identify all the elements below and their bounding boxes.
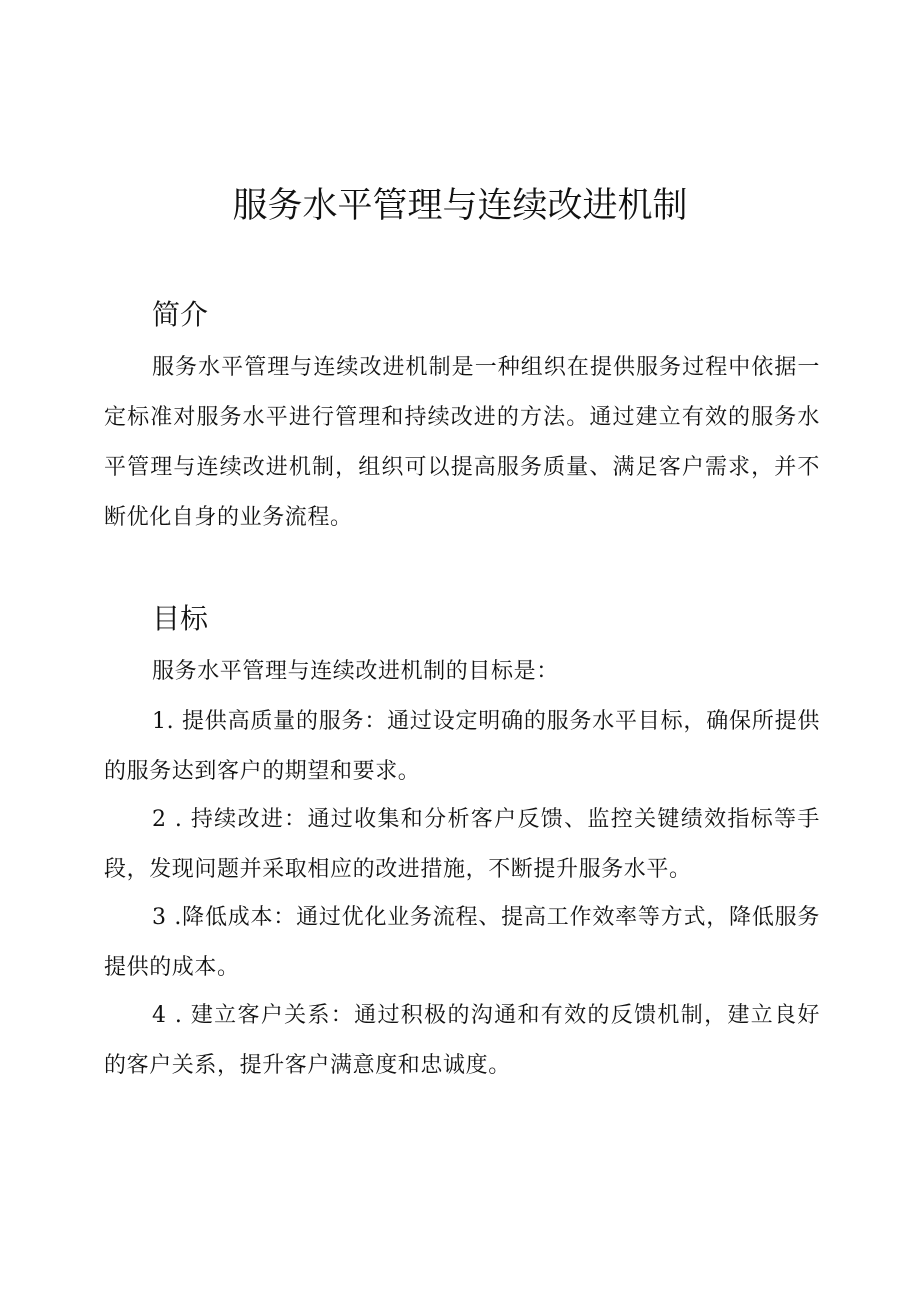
section-heading-intro: 简介 xyxy=(152,298,209,331)
intro-paragraph: 服务水平管理与连续改进机制是一种组织在提供服务过程中依据一定标准对服务水平进行管理和持续改进的方法。通过建立有效的服务水平管理与连续改进机制，组织可以提高服务质量、满足客户需求，并不断优化自身的业务流程。 xyxy=(104,355,820,530)
goal-item: 1. 提供高质量的服务：通过设定明确的服务水平目标，确保所提供的服务达到客户的期望和要求。 xyxy=(104,709,820,784)
goals-lead-paragraph: 服务水平管理与连续改进机制的目标是： xyxy=(152,659,559,684)
section-heading-goals: 目标 xyxy=(152,602,209,635)
document-title: 服务水平管理与连续改进机制 xyxy=(232,186,688,226)
goal-item: 3 .降低成本：通过优化业务流程、提高工作效率等方式，降低服务提供的成本。 xyxy=(104,905,820,980)
goal-item: 4 . 建立客户关系：通过积极的沟通和有效的反馈机制，建立良好的客户关系，提升客户满意度和忠诚度。 xyxy=(104,1003,820,1078)
goal-item: 2 . 持续改进：通过收集和分析客户反馈、监控关键绩效指标等手段，发现问题并采取相应的改进措施，不断提升服务水平。 xyxy=(104,807,820,882)
